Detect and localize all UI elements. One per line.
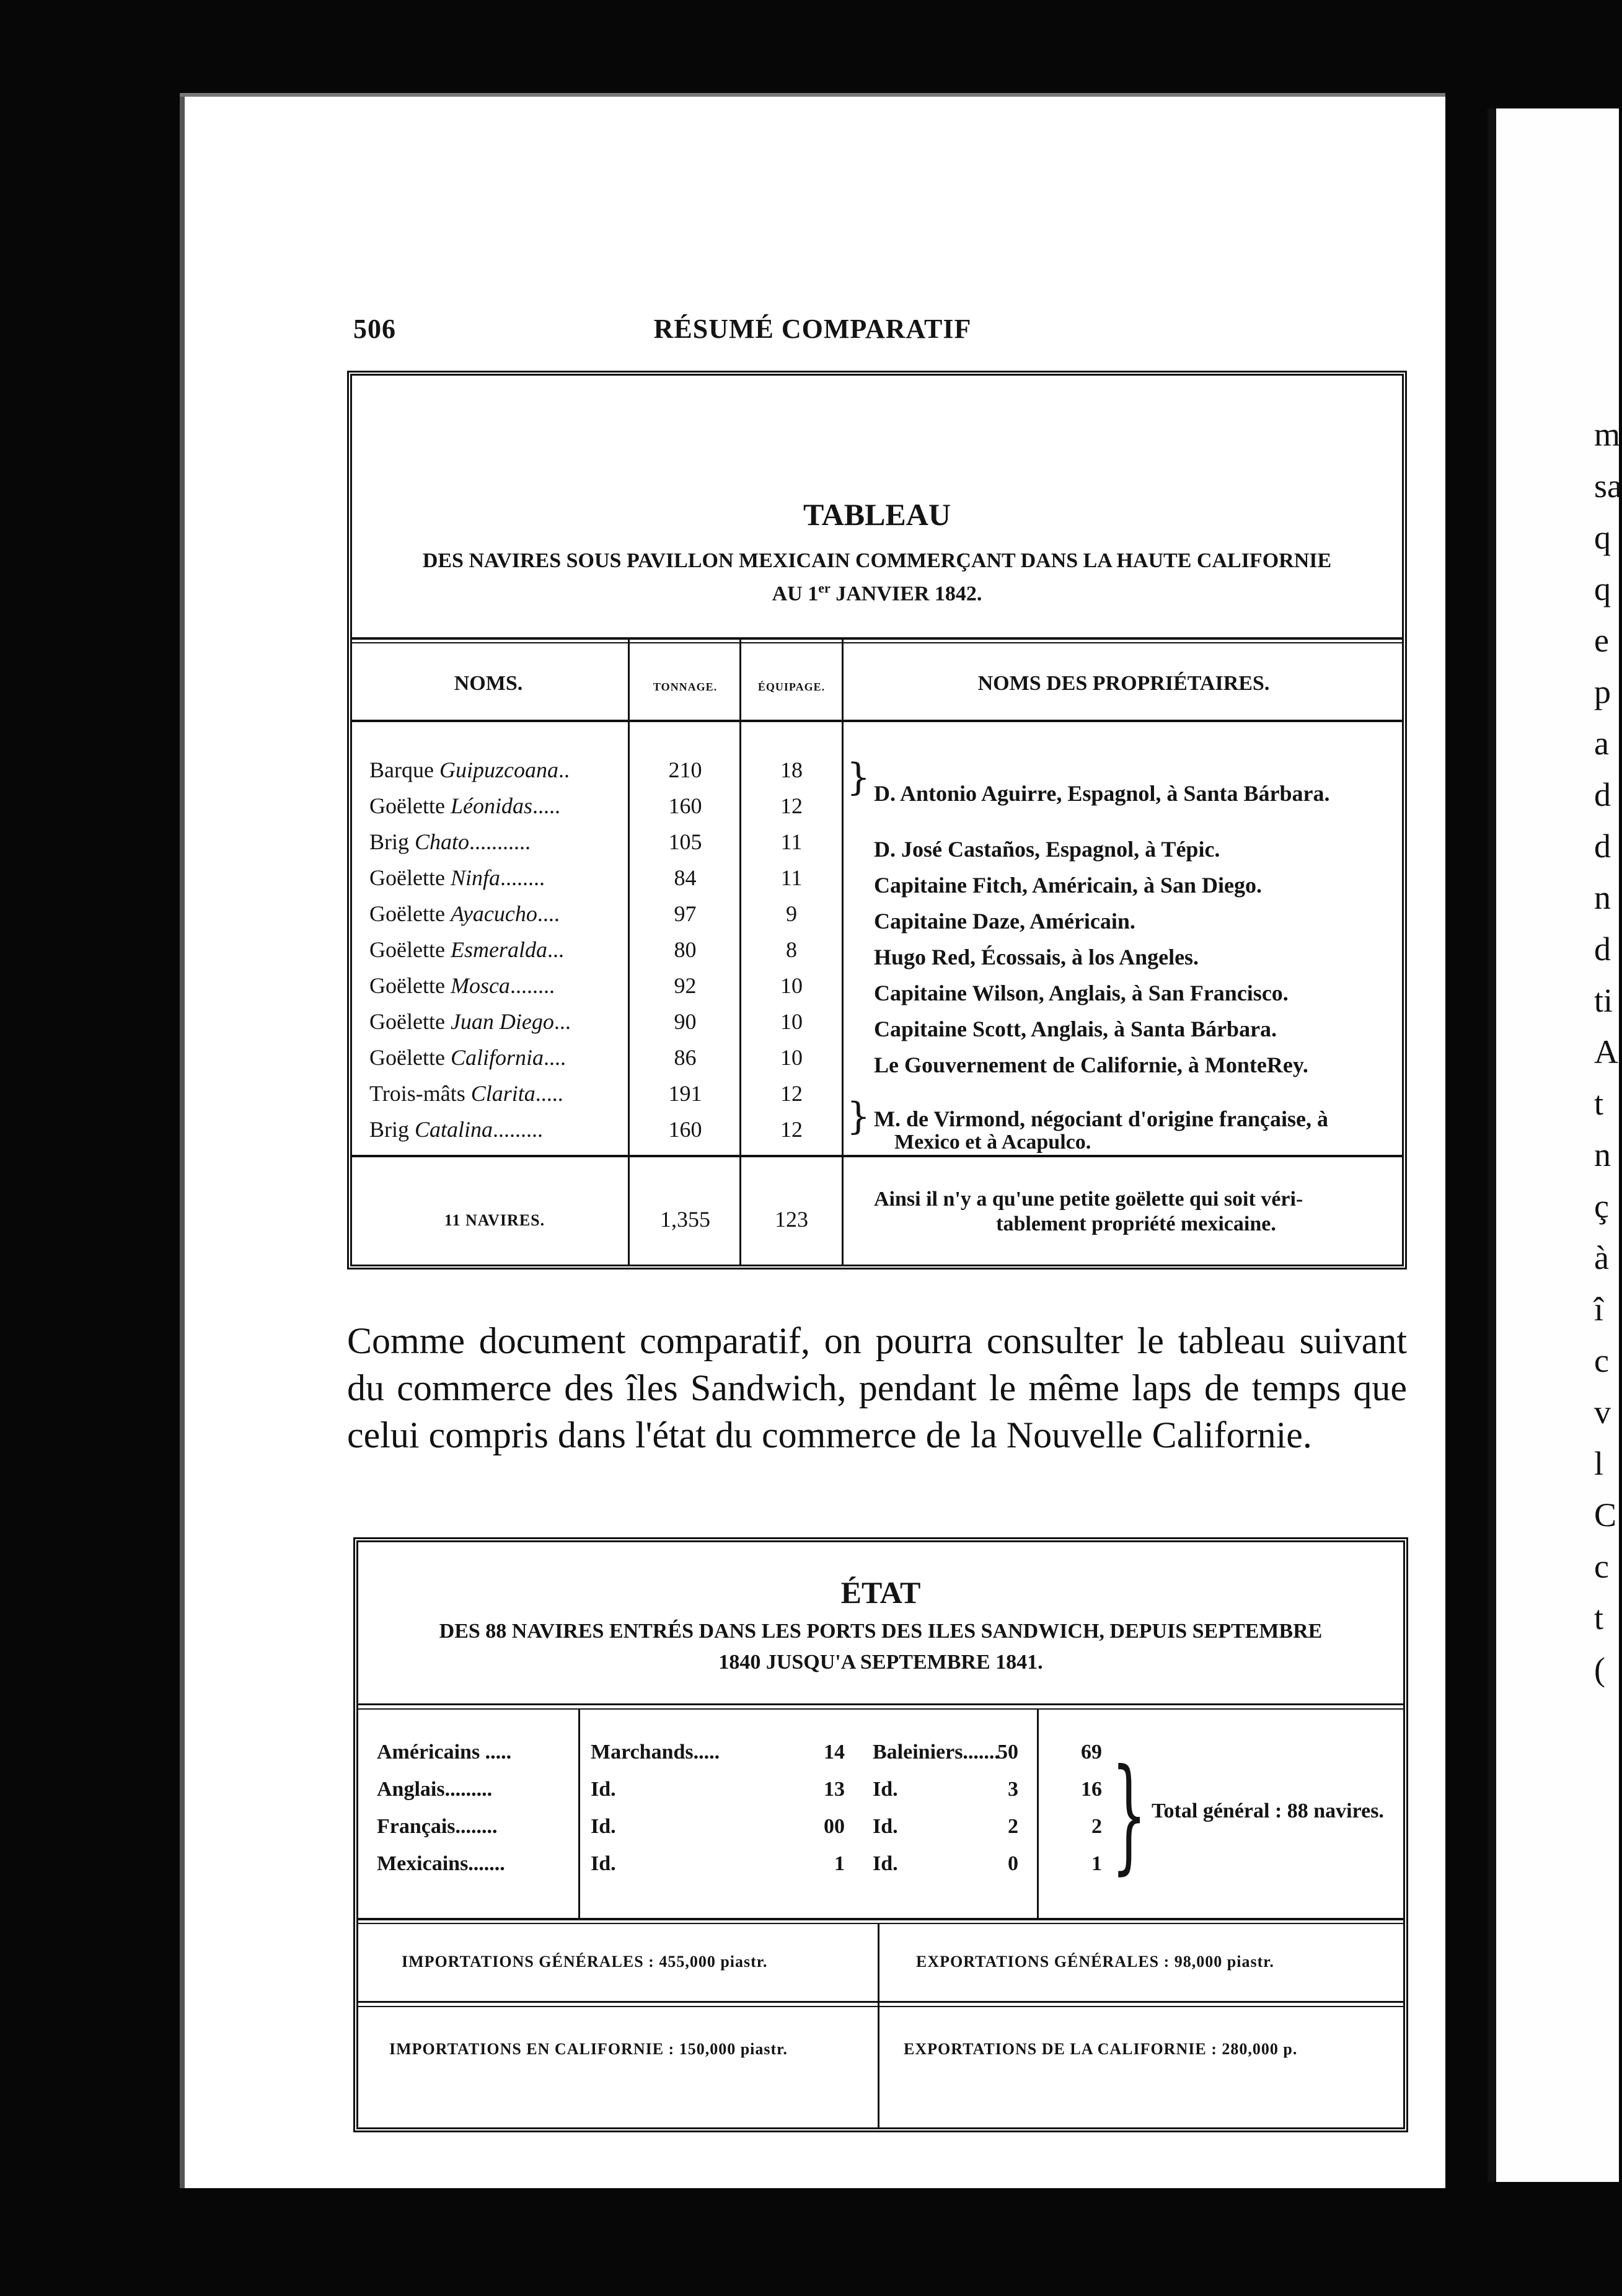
adjacent-text-fragment: n — [1594, 879, 1611, 916]
ship-equipage: 8 — [786, 937, 797, 962]
ship-equipage: 18 — [780, 757, 803, 782]
ship-name: Brig Catalina......... — [369, 1117, 544, 1142]
table1-vrule-1 — [628, 640, 630, 1266]
adjacent-page-strip — [1488, 108, 1622, 2182]
owner-9a: M. de Virmond, négociant d'origine française, à — [874, 1106, 1328, 1131]
merchant-count: 00 — [824, 1815, 845, 1838]
ship-equipage: 9 — [786, 901, 797, 926]
col-header-equipage: ÉQUIPAGE. — [757, 681, 826, 693]
table2-subtitle: DES 88 NAVIRES ENTRÉS DANS LES PORTS DES ILES SANDWICH, DEPUIS SEPTEMBRE — [439, 1620, 1323, 1643]
total-tonnage: 1,355 — [660, 1207, 710, 1232]
table1-title: TABLEAU — [803, 497, 951, 532]
adjacent-text-fragment: sa — [1594, 467, 1622, 505]
total-note-2: tablement propriété mexicaine. — [996, 1212, 1276, 1235]
adjacent-text-fragment: m — [1594, 416, 1621, 453]
table2-vrule-2 — [1037, 1708, 1039, 1919]
merchant-kind: Id. — [591, 1815, 616, 1838]
imports-general: IMPORTATIONS GÉNÉRALES : 455,000 piastr. — [402, 1953, 768, 1971]
adjacent-text-fragment: à — [1594, 1239, 1609, 1276]
owner-6: Capitaine Wilson, Anglais, à San Francisco. — [874, 981, 1289, 1005]
whaler-count: 2 — [1008, 1815, 1018, 1838]
owner-2: D. José Castaños, Espagnol, à Tépic. — [874, 837, 1220, 862]
ships-table — [347, 371, 1407, 1269]
col-header-tonnage: TONNAGE. — [653, 681, 718, 693]
adjacent-text-fragment: t — [1594, 1085, 1604, 1122]
col-header-proprietaires: NOMS DES PROPRIÉTAIRES. — [977, 672, 1270, 695]
ship-name: Goëlette Juan Diego... — [369, 1009, 571, 1034]
whaler-kind: Baleiniers....... — [873, 1741, 1000, 1764]
whaler-count: 50 — [997, 1741, 1018, 1764]
adjacent-text-fragment: c — [1594, 1342, 1609, 1379]
adjacent-text-fragment: d — [1594, 776, 1611, 813]
owner-9b: Mexico et à Acapulco. — [894, 1131, 1091, 1154]
table2-rule-3 — [358, 2001, 1403, 2003]
whaler-kind: Id. — [873, 1815, 898, 1838]
table2-rule-1 — [358, 1703, 1403, 1705]
table2-rule-2 — [358, 1918, 1403, 1920]
ship-tonnage: 80 — [674, 937, 697, 962]
whaler-count: 3 — [1008, 1778, 1018, 1801]
adjacent-text-fragment: ( — [1594, 1651, 1605, 1688]
nation-total: 2 — [1091, 1815, 1102, 1838]
ship-tonnage: 86 — [674, 1045, 697, 1070]
ship-name: Goëlette Esmeralda... — [369, 937, 564, 962]
col-header-noms: NOMS. — [454, 672, 523, 695]
sandwich-islands-table — [353, 1537, 1408, 2132]
nation: Américains ..... — [377, 1741, 512, 1764]
exports-general: EXPORTATIONS GÉNÉRALES : 98,000 piastr. — [916, 1953, 1274, 1971]
adjacent-text-fragment: ti — [1594, 982, 1613, 1019]
ship-name: Trois-mâts Clarita..... — [369, 1081, 563, 1106]
whaler-kind: Id. — [873, 1778, 898, 1801]
owner-1: D. Antonio Aguirre, Espagnol, à Santa Bárbara. — [874, 781, 1330, 806]
adjacent-text-fragment: ç — [1594, 1188, 1609, 1225]
nation-total: 1 — [1091, 1852, 1102, 1875]
table2-vrule-1 — [578, 1708, 580, 1919]
table1-date: AU 1er JANVIER 1842. — [772, 580, 982, 606]
table1-rule-total — [352, 1155, 1402, 1157]
total-label: 11 NAVIRES. — [444, 1211, 545, 1229]
ship-name: Goëlette Ninfa........ — [369, 865, 545, 890]
ship-equipage: 12 — [780, 1081, 803, 1106]
table1-rule-head — [352, 720, 1402, 722]
ship-equipage: 11 — [780, 829, 803, 854]
adjacent-text-fragment: p — [1594, 673, 1611, 710]
brace-2: } — [847, 1095, 871, 1138]
ship-equipage: 10 — [780, 1009, 803, 1034]
merchant-count: 1 — [834, 1852, 845, 1875]
ship-tonnage: 105 — [668, 829, 702, 854]
ship-equipage: 12 — [780, 1117, 803, 1142]
adjacent-text-fragment: î — [1594, 1291, 1604, 1328]
table1-vrule-3 — [842, 640, 844, 1266]
total-note-1: Ainsi il n'y a qu'une petite goëlette qui soit véri- — [874, 1188, 1303, 1211]
adjacent-text-fragment: d — [1594, 828, 1611, 865]
page-number: 506 — [353, 314, 396, 344]
owner-7: Capitaine Scott, Anglais, à Santa Bárbara. — [874, 1017, 1277, 1041]
table1-subtitle: DES NAVIRES SOUS PAVILLON MEXICAIN COMMERÇANT DANS LA HAUTE CALIFORNIE — [422, 549, 1332, 572]
adjacent-text-fragment: q — [1594, 570, 1611, 607]
ship-tonnage: 92 — [674, 973, 697, 998]
ship-equipage: 10 — [780, 1045, 803, 1070]
whaler-count: 0 — [1008, 1852, 1018, 1875]
imports-california: IMPORTATIONS EN CALIFORNIE : 150,000 piastr. — [389, 2040, 788, 2058]
adjacent-text-fragment: c — [1594, 1548, 1609, 1585]
brace-1: } — [847, 756, 871, 799]
ship-tonnage: 97 — [674, 901, 697, 926]
merchant-kind: Id. — [591, 1852, 616, 1875]
page-binding-edge — [180, 93, 185, 2188]
ship-tonnage: 84 — [674, 865, 697, 890]
ship-name: Brig Chato........... — [369, 829, 531, 854]
body-paragraph: Comme document comparatif, on pourra consulter le tableau suivant du commerce des îles Sandwich, pendant le même laps de temps que celui compris dans l'état du commerce de la Nouvelle Californie. — [347, 1320, 1407, 1455]
adjacent-text-fragment: v — [1594, 1393, 1611, 1431]
ship-name: Goëlette California.... — [369, 1045, 566, 1070]
book-page — [180, 93, 1445, 2188]
total-equipage: 123 — [775, 1207, 808, 1232]
table2-date: 1840 JUSQU'A SEPTEMBRE 1841. — [718, 1651, 1043, 1674]
ship-name: Goëlette Mosca........ — [369, 973, 555, 998]
adjacent-page-edge — [1488, 108, 1496, 2182]
table1-rule-top — [352, 637, 1402, 640]
merchant-count: 13 — [824, 1778, 845, 1801]
merchant-kind: Marchands..... — [591, 1741, 720, 1764]
adjacent-text-fragment: l — [1594, 1445, 1604, 1482]
adjacent-text-fragment: q — [1594, 519, 1611, 556]
ship-name: Goëlette Léonidas..... — [369, 793, 560, 818]
adjacent-text-fragment: C — [1594, 1496, 1617, 1534]
ship-equipage: 10 — [780, 973, 803, 998]
whaler-kind: Id. — [873, 1852, 898, 1875]
ship-tonnage: 160 — [668, 1117, 702, 1142]
table1-rule-top2 — [352, 642, 1402, 643]
table2-rule-3b — [358, 2006, 1403, 2007]
nation: Mexicains....... — [377, 1852, 505, 1875]
adjacent-text-fragment: e — [1594, 622, 1609, 659]
owner-3: Capitaine Fitch, Américain, à San Diego. — [874, 873, 1262, 898]
table2-vrule-3 — [878, 1923, 879, 2127]
ship-name: Barque Guipuzcoana.. — [369, 757, 570, 782]
nation-total: 69 — [1081, 1741, 1102, 1764]
table2-title: ÉTAT — [840, 1575, 921, 1610]
grand-total: Total général : 88 navires. — [1152, 1799, 1384, 1822]
owner-5: Hugo Red, Écossais, à los Angeles. — [874, 945, 1199, 969]
merchant-kind: Id. — [591, 1778, 616, 1801]
exports-california: EXPORTATIONS DE LA CALIFORNIE : 280,000 p. — [904, 2040, 1298, 2058]
ship-name: Goëlette Ayacucho.... — [369, 901, 560, 926]
ship-tonnage: 90 — [674, 1009, 697, 1034]
running-title: RÉSUMÉ COMPARATIF — [653, 314, 972, 344]
page-top-edge — [180, 93, 1445, 97]
ship-equipage: 12 — [780, 793, 803, 818]
table2-rule-2b — [358, 1923, 1403, 1924]
table2-rule-1b — [358, 1708, 1403, 1710]
owner-8: Le Gouvernement de Californie, à MonteRey. — [874, 1053, 1308, 1077]
nation: Anglais......... — [377, 1778, 493, 1801]
ship-tonnage: 191 — [668, 1081, 702, 1106]
nation: Français........ — [377, 1815, 498, 1838]
adjacent-text-fragment: d — [1594, 930, 1611, 968]
adjacent-text-fragment: a — [1594, 725, 1609, 762]
ship-equipage: 11 — [780, 865, 803, 890]
owner-4: Capitaine Daze, Américain. — [874, 909, 1135, 934]
adjacent-text-fragment: n — [1594, 1136, 1611, 1173]
adjacent-text-fragment: A — [1594, 1033, 1618, 1071]
brace-total: } — [1111, 1742, 1147, 1887]
ship-tonnage: 160 — [668, 793, 702, 818]
ship-tonnage: 210 — [668, 757, 702, 782]
merchant-count: 14 — [824, 1741, 845, 1764]
nation-total: 16 — [1081, 1778, 1102, 1801]
adjacent-text-fragment: t — [1594, 1599, 1604, 1636]
